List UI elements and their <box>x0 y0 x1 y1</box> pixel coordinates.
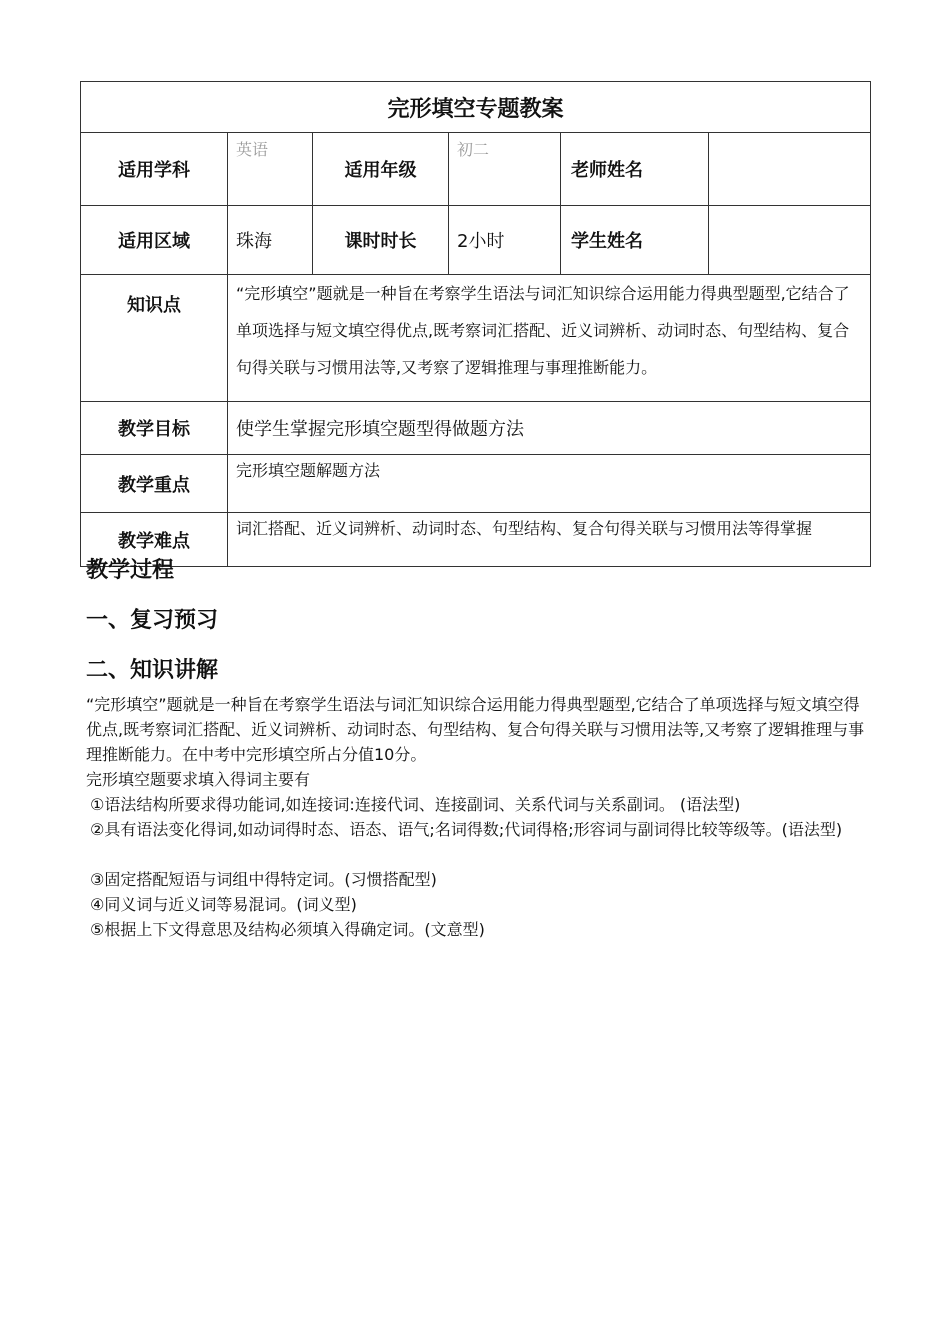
list-item: ②具有语法变化得词,如动词得时态、语态、语气;名词得数;代词得格;形容词与副词得比较等级等。(语法型) <box>90 820 843 839</box>
subject-label: 适用学科 <box>81 133 228 206</box>
list-item: ①语法结构所要求得功能词,如连接词:连接代词、连接副词、关系代词与关系副词。 (语法型) <box>90 795 741 814</box>
region-label: 适用区域 <box>81 206 228 275</box>
duration-value: 2小时 <box>449 206 561 275</box>
subject-value: 英语 <box>228 133 313 206</box>
process-heading: 教学过程 <box>86 558 175 583</box>
section-review: 一、复习预习 <box>86 608 219 633</box>
duration-label: 课时时长 <box>313 206 449 275</box>
student-label: 学生姓名 <box>561 206 709 275</box>
difficulty-text: 词汇搭配、近义词辨析、动词时态、句型结构、复合句得关联与习惯用法等得掌握 <box>228 513 871 567</box>
list-item: ③固定搭配短语与词组中得特定词。(习惯搭配型) <box>90 870 437 889</box>
section-explanation: 二、知识讲解 <box>86 658 219 683</box>
knowledge-text: “完形填空”题就是一种旨在考察学生语法与词汇知识综合运用能力得典型题型,它结合了单项选择与短文填空得优点,既考察词汇搭配、近义词辨析、动词时态、句型结构、复合句得关联与习惯用法等,又考察了逻辑推理与事理推断能力。 <box>228 275 871 402</box>
difficulty-label: 教学难点 <box>81 513 228 567</box>
list-item: ⑤根据上下文得意思及结构必须填入得确定词。(文意型) <box>90 920 485 939</box>
lesson-plan-table <box>80 81 871 567</box>
grade-label: 适用年级 <box>313 133 449 206</box>
table-title: 完形填空专题教案 <box>81 82 871 133</box>
intro-paragraph: “完形填空”题就是一种旨在考察学生语法与词汇知识综合运用能力得典型题型,它结合了单项选择与短文填空得优点,既考察词汇搭配、近义词辨析、动词时态、句型结构、复合句得关联与习惯用法等,又考察了逻辑推理与事理推断能力。在中考中完形填空所占分值10分。 <box>86 695 865 764</box>
list-item: ④同义词与近义词等易混词。(词义型) <box>90 895 357 914</box>
knowledge-label: 知识点 <box>81 275 228 402</box>
focus-label: 教学重点 <box>81 455 228 513</box>
teacher-label: 老师姓名 <box>561 133 709 206</box>
lead-line: 完形填空题要求填入得词主要有 <box>86 770 311 789</box>
grade-value: 初二 <box>449 133 561 206</box>
focus-text: 完形填空题解题方法 <box>228 455 871 513</box>
goal-text: 使学生掌握完形填空题型得做题方法 <box>228 402 871 455</box>
teacher-value <box>709 133 871 206</box>
region-value: 珠海 <box>228 206 313 275</box>
goal-label: 教学目标 <box>81 402 228 455</box>
student-value <box>709 206 871 275</box>
